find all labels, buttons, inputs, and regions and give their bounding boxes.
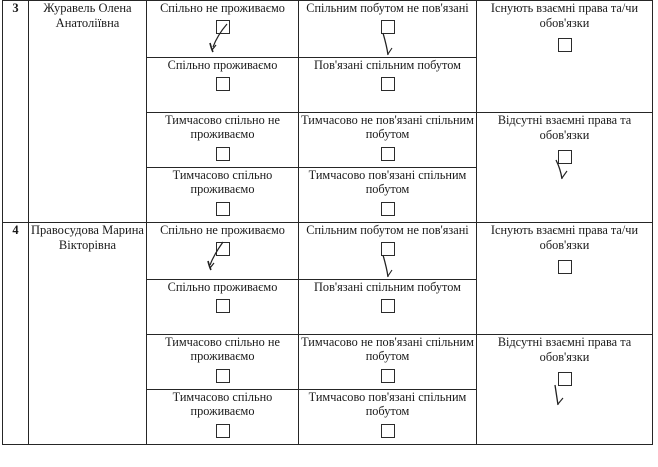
checkbox[interactable] (558, 260, 572, 274)
option-label: Тимчасово пов'язані спільним побутом (308, 168, 467, 197)
checkbox[interactable] (381, 424, 395, 438)
checkbox[interactable] (381, 147, 395, 161)
checkbox[interactable] (381, 299, 395, 313)
checkbox[interactable] (216, 299, 230, 313)
option-label: Спільно не проживаємо (160, 1, 285, 15)
relationship-declaration-table (2, 0, 653, 445)
option-label: Тимчасово пов'язані спільним побутом (308, 390, 467, 419)
person-name: Журавель Олена Анатоліївна (29, 1, 147, 223)
checkbox[interactable] (216, 202, 230, 216)
option-label: Спільно проживаємо (167, 58, 278, 72)
checkbox[interactable] (381, 202, 395, 216)
option-label: Існують взаємні права та/чи обов'язки (490, 223, 639, 252)
checkbox[interactable] (558, 38, 572, 52)
checkbox[interactable] (216, 369, 230, 383)
rights-cell-exists[interactable] (477, 223, 653, 335)
checkbox[interactable] (381, 20, 395, 34)
option-cell-household[interactable] (299, 1, 477, 58)
option-cell-living[interactable] (147, 113, 299, 168)
checkbox[interactable] (216, 77, 230, 91)
option-cell-living[interactable] (147, 335, 299, 390)
option-label: Тимчасово спільно не проживаємо (165, 113, 280, 142)
option-cell-household[interactable] (299, 390, 477, 445)
checkbox[interactable] (216, 20, 230, 34)
option-label: Спільно проживаємо (167, 280, 278, 294)
checkbox[interactable] (216, 424, 230, 438)
option-cell-living[interactable] (147, 223, 299, 280)
option-cell-living[interactable] (147, 390, 299, 445)
option-cell-living[interactable] (147, 280, 299, 335)
option-cell-living[interactable] (147, 1, 299, 58)
option-cell-living[interactable] (147, 168, 299, 223)
rights-cell-absent[interactable] (477, 335, 653, 445)
option-cell-household[interactable] (299, 113, 477, 168)
option-label: Спільним побутом не пов'язані (306, 1, 469, 15)
option-cell-living[interactable] (147, 58, 299, 113)
option-label: Тимчасово спільно проживаємо (172, 390, 273, 419)
pen-mark-icon (551, 383, 571, 407)
checkbox[interactable] (216, 147, 230, 161)
checkbox[interactable] (381, 242, 395, 256)
option-label: Існують взаємні права та/чи обов'язки (490, 1, 639, 30)
option-label: Тимчасово спільно проживаємо (172, 168, 273, 197)
pen-mark-icon (379, 31, 399, 57)
option-label: Тимчасово спільно не проживаємо (165, 335, 280, 364)
option-label: Пов'язані спільним побутом (314, 280, 461, 294)
option-cell-household[interactable] (299, 223, 477, 280)
table-row (3, 1, 653, 58)
option-label: Пов'язані спільним побутом (314, 58, 461, 72)
option-cell-household[interactable] (299, 58, 477, 113)
option-label: Тимчасово не пов'язані спільним побутом (301, 113, 474, 142)
option-cell-household[interactable] (299, 168, 477, 223)
checkbox[interactable] (558, 150, 572, 164)
checkbox[interactable] (216, 242, 230, 256)
checkbox[interactable] (381, 369, 395, 383)
checkbox[interactable] (381, 77, 395, 91)
option-label: Тимчасово не пов'язані спільним побутом (301, 335, 474, 364)
option-cell-household[interactable] (299, 335, 477, 390)
pen-mark-icon (379, 253, 399, 279)
option-cell-household[interactable] (299, 280, 477, 335)
rights-cell-exists[interactable] (477, 1, 653, 113)
option-label: Відсутні взаємні права та обов'язки (497, 113, 632, 142)
rights-cell-absent[interactable] (477, 113, 653, 223)
person-name: Правосудова Марина Вікторівна (29, 223, 147, 445)
option-label: Спільним побутом не пов'язані (306, 223, 469, 237)
checkbox[interactable] (558, 372, 572, 386)
row-number: 4 (3, 223, 29, 445)
option-label: Спільно не проживаємо (160, 223, 285, 237)
table-row (3, 223, 653, 280)
row-number: 3 (3, 1, 29, 223)
option-label: Відсутні взаємні права та обов'язки (497, 335, 632, 364)
